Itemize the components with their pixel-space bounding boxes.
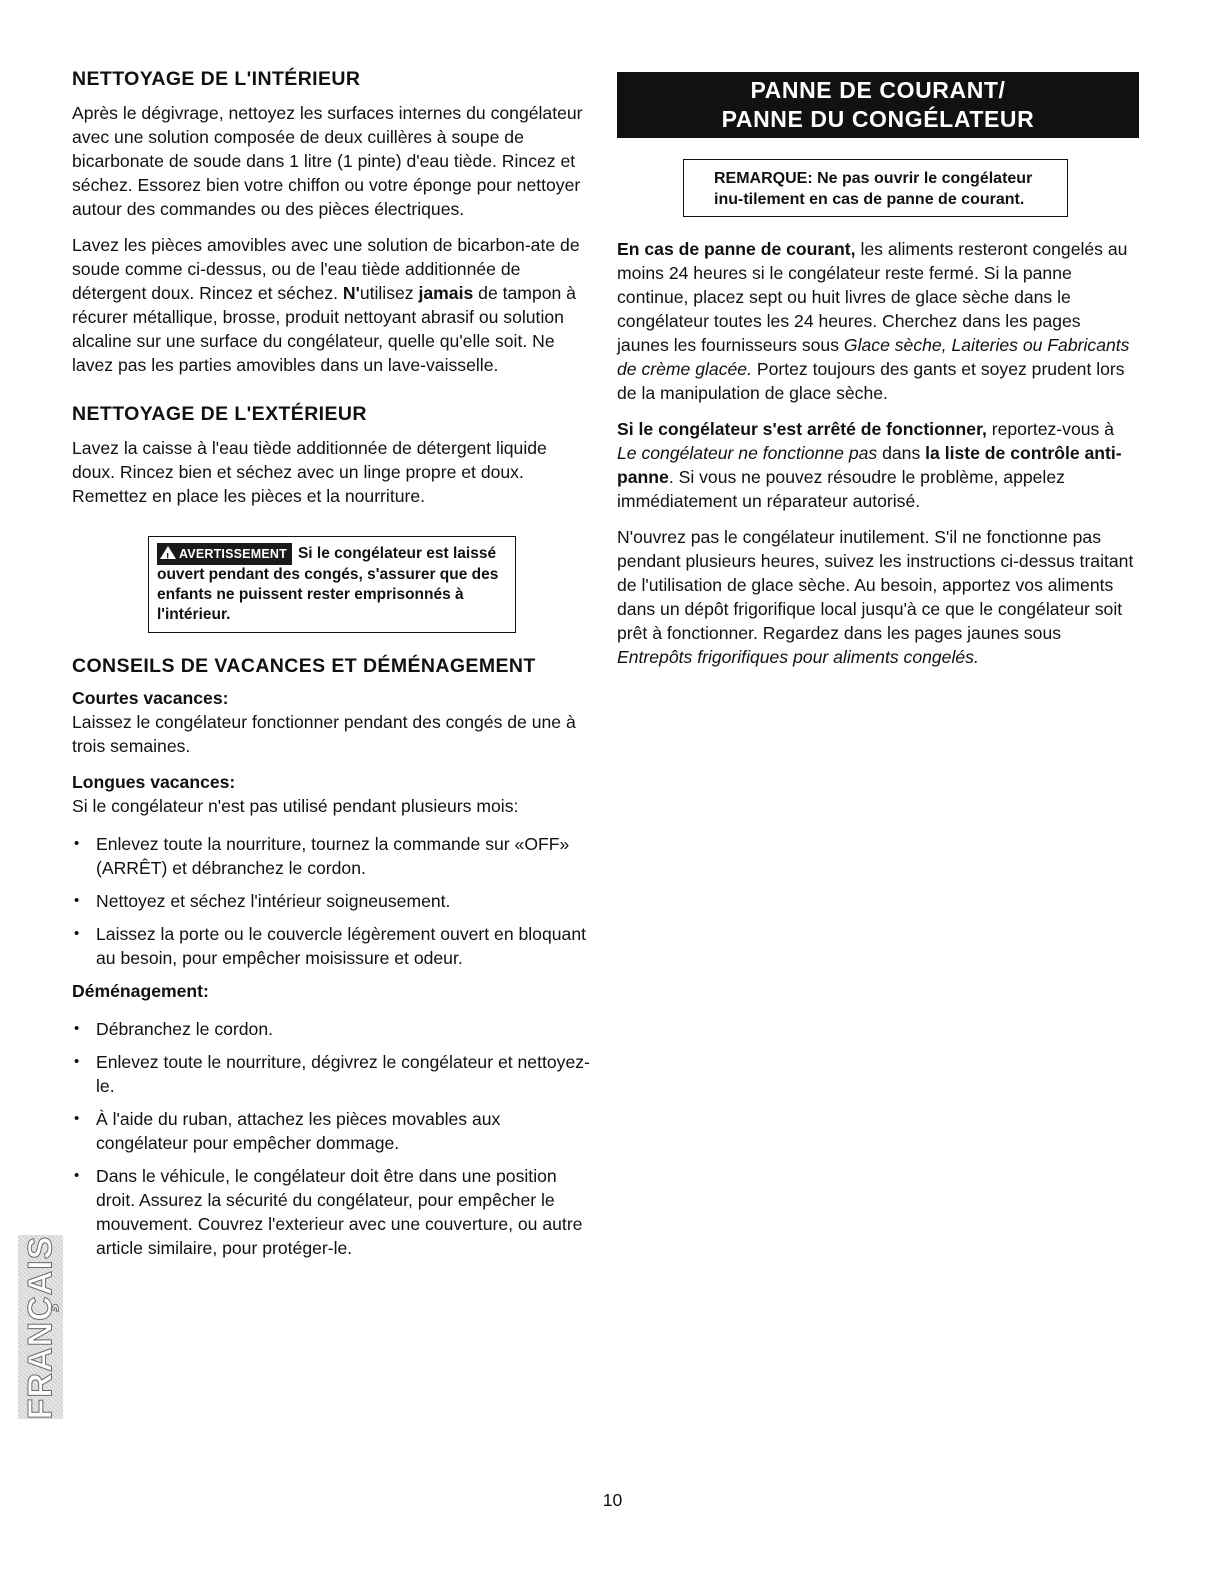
freezer-stopped-lead: Si le congélateur s'est arrêté de fonctionner, bbox=[617, 419, 987, 439]
moving-list bbox=[72, 1017, 590, 1260]
short-vacation-text: Laissez le congélateur fonctionner pendant des congés de une à trois semaines. bbox=[72, 712, 576, 756]
interior-paragraph-1: Après le dégivrage, nettoyez les surfaces internes du congélateur avec une solution composée de deux cuillères à soupe de bicarbonate de soude dans 1 litre (1 pinte) d'eau tiède. Rincez et séchez. Essorez bien votre chiffon ou votre éponge pour nettoyer autour des commandes ou des pièces électriques. bbox=[72, 103, 583, 219]
banner-line-2: PANNE DU CONGÉLATEUR bbox=[721, 106, 1035, 132]
banner-line-1: PANNE DE COURANT/ bbox=[750, 77, 1006, 103]
exterior-paragraph: Lavez la caisse à l'eau tiède additionnée de détergent liquide doux. Rincez bien et séchez avec un linge propre et doux. Remettez en place les pièces et la nourriture. bbox=[72, 438, 547, 506]
warning-box bbox=[148, 536, 516, 633]
interior-p2-bold-n: N' bbox=[342, 283, 360, 303]
interior-p2-text: Lavez les pièces amovibles avec une solution de bicarbon-ate de soude comme ci-dessus, ou de l'eau tiède additionnée de détergent doux. Rincez et séchez. bbox=[72, 235, 580, 303]
interior-cleaning-heading: NETTOYAGE DE L'INTÉRIEUR bbox=[72, 68, 361, 90]
moving-heading: Déménagement: bbox=[72, 981, 209, 1001]
exterior-cleaning-heading: NETTOYAGE DE L'EXTÉRIEUR bbox=[72, 403, 367, 425]
troubleshooting-list-ref: la liste de contrôle anti-panne bbox=[617, 443, 1122, 487]
do-not-open-italic: Entrepôts frigorifiques pour aliments congelés. bbox=[617, 647, 979, 667]
interior-p2-text-2: utilisez bbox=[359, 283, 419, 303]
interior-paragraph-2 bbox=[72, 233, 590, 377]
power-failure-text-2: Portez toujours des gants et soyez prudent lors de la manipulation de glace sèche. bbox=[617, 359, 1125, 403]
list-item: • Dans le véhicule, le congélateur doit être dans une position droit. Assurez la sécurité du congélateur, pour empêcher le mouvement. Couvrez l'exterieur avec une couverture, ou autre article similaire, pour protéger-le. bbox=[72, 1164, 590, 1260]
list-item: • À l'aide du ruban, attachez les pièces movables aux congélateur pour empêcher dommage. bbox=[72, 1107, 590, 1155]
freezer-stopped-paragraph bbox=[617, 417, 1137, 513]
warning-badge bbox=[157, 543, 292, 565]
power-failure-paragraph bbox=[617, 237, 1137, 405]
note-box: REMARQUE: Ne pas ouvrir le congélateur inu-tilement en cas de panne de courant. bbox=[683, 159, 1068, 217]
power-failure-text: les aliments resteront congelés au moins 24 heures si le congélateur reste fermé. Si la panne continue, placez sept ou huit livres de glace sèche dans le congélateur toutes les 24 heures. Cherchez dans les pages jaunes les fournisseurs sous bbox=[617, 239, 1128, 355]
interior-p2-text-3: de tampon à récurer métallique, brosse, produit nettoyant abrasif ou solution alcaline sur une surface du congélateur, quelle qu'elle soit. Ne lavez pas les parties amovibles dans un lave-vaisselle. bbox=[72, 283, 576, 375]
power-failure-lead: En cas de panne de courant, bbox=[617, 239, 856, 259]
power-failure-italic: Glace sèche, Laiteries ou Fabricants de crème glacée. bbox=[617, 335, 1130, 379]
warning-text: Si le congélateur est laissé ouvert pendant des congés, s'assurer que des enfants ne puissent rester emprisonnés à l'intérieur. bbox=[157, 545, 499, 623]
power-failure-banner bbox=[617, 72, 1139, 138]
long-vacation-list bbox=[72, 832, 590, 970]
list-item: • Laissez la porte ou le couvercle légèrement ouvert en bloquant au besoin, pour empêcher moisissure et odeur. bbox=[72, 922, 590, 970]
do-not-open-paragraph bbox=[617, 525, 1137, 669]
long-vacation-heading: Longues vacances: bbox=[72, 772, 236, 792]
list-item: • Enlevez toute le nourriture, dégivrez le congélateur et nettoyez-le. bbox=[72, 1050, 590, 1098]
interior-p2-bold-jamais: jamais bbox=[418, 283, 474, 303]
left-column bbox=[72, 68, 590, 1269]
warning-triangle-icon: ! bbox=[160, 546, 176, 559]
list-item: • Enlevez toute la nourriture, tournez la commande sur «OFF» (ARRÊT) et débranchez le cordon. bbox=[72, 832, 590, 880]
list-item: • Nettoyez et séchez l'intérieur soigneusement. bbox=[72, 889, 590, 913]
page-number: 10 bbox=[602, 1490, 623, 1510]
freezer-stopped-text: reportez-vous à bbox=[986, 419, 1114, 439]
do-not-open-text: N'ouvrez pas le congélateur inutilement. S'il ne fonctionne pas pendant plusieurs heures, suivez les instructions ci-dessus traitant de l'utilisation de glace sèche. Au besoin, apportez vos aliments dans un dépôt frigorifique local jusqu'à ce que le congélateur soit prêt à fonctionner. Regardez dans les pages jaunes sous bbox=[617, 527, 1134, 643]
freezer-stopped-text-2: dans bbox=[877, 443, 926, 463]
long-vacation-text: Si le congélateur n'est pas utilisé pendant plusieurs mois: bbox=[72, 796, 519, 816]
short-vacation-heading: Courtes vacances: bbox=[72, 688, 229, 708]
list-item: • Débranchez le cordon. bbox=[72, 1017, 590, 1041]
vacation-heading: CONSEILS DE VACANCES ET DÉMÉNAGEMENT bbox=[72, 655, 536, 677]
language-side-tab bbox=[18, 1235, 63, 1419]
side-tab-label: FRANÇAIS bbox=[21, 1235, 60, 1419]
warning-badge-label: AVERTISSEMENT bbox=[179, 547, 287, 561]
right-column bbox=[617, 72, 1137, 681]
freezer-stopped-text-3: . Si vous ne pouvez résoudre le problème, appelez immédiatement un réparateur autorisé. bbox=[617, 467, 1065, 511]
freezer-stopped-italic: Le congélateur ne fonctionne pas bbox=[617, 443, 878, 463]
